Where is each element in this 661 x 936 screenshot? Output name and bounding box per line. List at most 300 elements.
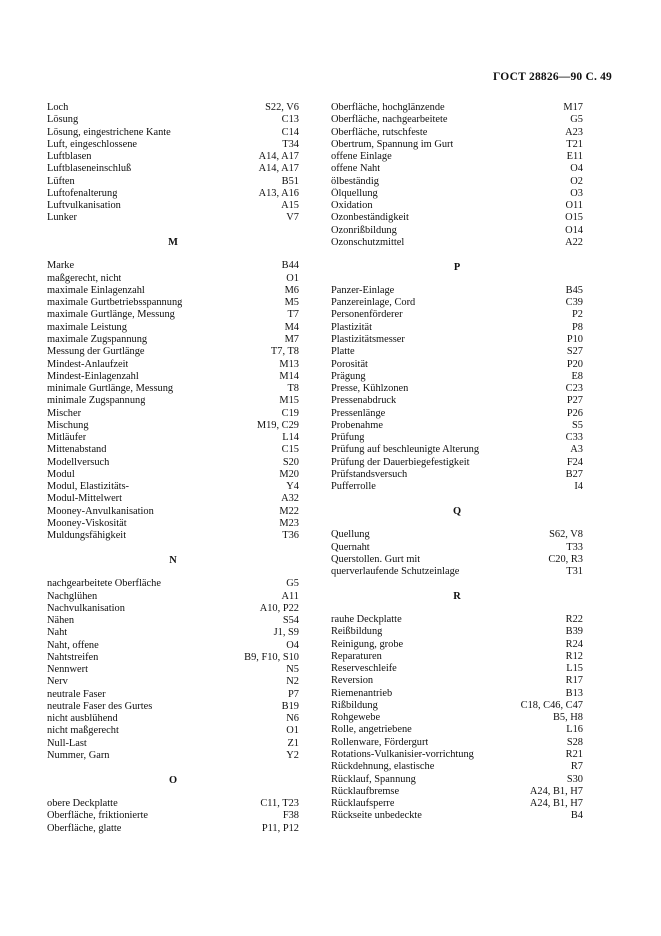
index-entry (47, 493, 299, 505)
index-entry (331, 188, 583, 200)
index-code: M5 (284, 297, 299, 309)
index-term: Oberfläche, glatte (47, 822, 122, 834)
index-term: Pufferrolle (331, 481, 376, 493)
index-code: P8 (572, 321, 583, 333)
index-term: Oberfläche, rutschfeste (331, 126, 428, 138)
index-term: Nachglühen (47, 590, 98, 602)
index-term: Luftvulkanisation (47, 200, 121, 212)
index-code: O4 (286, 639, 299, 651)
index-column-left (47, 102, 299, 835)
index-code: M20 (279, 468, 299, 480)
index-entry (47, 359, 299, 371)
index-term: Mischung (47, 419, 89, 431)
index-code: T33 (566, 541, 583, 553)
index-code: I4 (574, 481, 583, 493)
index-entry (331, 700, 583, 712)
index-code: P7 (288, 688, 299, 700)
index-entry (331, 529, 583, 541)
index-entry (331, 176, 583, 188)
index-term: Messung der Gurtlänge (47, 346, 145, 358)
index-term: Rißbildung (331, 699, 378, 711)
index-term: Lösung (47, 114, 79, 126)
index-term: Naht (47, 627, 68, 639)
index-term: Personenförderer (331, 309, 403, 321)
index-code: O15 (565, 212, 583, 224)
index-code: C14 (281, 126, 299, 138)
index-code: N5 (286, 664, 299, 676)
index-code: O3 (570, 187, 583, 199)
index-entry (47, 689, 299, 701)
index-term: Mooney-Viskosität (47, 518, 127, 529)
index-code: M15 (279, 395, 299, 407)
index-term: Modul, Elastizitäts- (47, 481, 129, 493)
index-entry (331, 554, 583, 566)
index-code: E8 (571, 370, 583, 382)
index-entry (47, 701, 299, 713)
index-code: O1 (286, 272, 299, 284)
index-code: G5 (286, 578, 299, 590)
index-entry (47, 530, 299, 542)
index-entry (331, 200, 583, 212)
index-code: M14 (279, 370, 299, 382)
index-term: Rolle, angetriebene (331, 724, 412, 736)
index-entry (331, 614, 583, 626)
index-entry (331, 724, 583, 736)
index-code: A24, B1, H7 (529, 785, 583, 797)
index-entry (331, 432, 583, 444)
index-term: Muldungsfähigkeit (47, 530, 127, 542)
index-term: Luftblasen (47, 151, 92, 163)
index-code: A13, A16 (258, 187, 299, 199)
index-code: A22 (565, 236, 583, 248)
index-entry (47, 309, 299, 321)
index-term: Oxidation (331, 200, 373, 212)
index-code: P27 (566, 395, 583, 407)
index-term: Nennwert (47, 664, 88, 676)
index-entry (47, 408, 299, 420)
index-term: Prüfung (331, 432, 365, 444)
index-code: B45 (565, 284, 583, 296)
index-term: Modul (47, 468, 75, 480)
index-code: A15 (281, 200, 299, 212)
index-entry (47, 383, 299, 395)
index-term: Oberfläche, nachgearbeitete (331, 114, 448, 126)
index-term: offene Naht (331, 163, 381, 175)
index-term: Obertrum, Spannung im Gurt (331, 138, 454, 150)
section-letter-heading: O (168, 774, 178, 786)
index-term: maßgerecht, nicht (47, 272, 122, 284)
index-entry (331, 749, 583, 761)
index-entry (47, 591, 299, 603)
index-term: Prüfung der Dauerbiegefestigkeit (331, 456, 470, 468)
index-entry (47, 395, 299, 407)
index-code: S5 (572, 419, 583, 431)
index-entry (47, 432, 299, 444)
index-term: Rücklaufsperre (331, 798, 395, 810)
index-entry (47, 823, 299, 835)
index-term: Presse, Kühlzonen (331, 383, 409, 395)
index-entry (47, 176, 299, 188)
index-term: Mooney-Anvulkanisation (47, 505, 154, 517)
index-term: Oberfläche, friktionierte (47, 810, 148, 822)
index-code: P2 (572, 309, 583, 321)
index-code: R24 (565, 638, 583, 650)
index-entry (331, 114, 583, 126)
index-entry (47, 738, 299, 750)
index-code: A24, B1, H7 (529, 798, 583, 810)
index-code: S20 (282, 456, 299, 468)
index-entry (331, 481, 583, 493)
index-term: Platte (331, 346, 355, 358)
index-code: A3 (570, 444, 583, 456)
index-term: obere Deckplatte (47, 798, 118, 810)
index-entry (331, 798, 583, 810)
index-term: Nachvulkanisation (47, 602, 125, 614)
index-entry (331, 102, 583, 114)
index-code: L15 (566, 663, 583, 675)
index-term: Reparaturen (331, 650, 382, 662)
index-term: Mitläufer (47, 432, 87, 444)
index-term: Reversion (331, 675, 374, 687)
index-entry (47, 163, 299, 175)
index-code: P10 (566, 334, 583, 346)
index-entry (331, 639, 583, 651)
index-entry (331, 542, 583, 554)
index-code: B51 (281, 175, 299, 187)
index-entry (47, 798, 299, 810)
index-code: B39 (565, 626, 583, 638)
index-code: M23 (279, 518, 299, 529)
index-entry (331, 297, 583, 309)
index-code: C18, C46, C47 (520, 699, 583, 711)
index-entry (331, 469, 583, 481)
index-code: T34 (282, 138, 299, 150)
index-code: N6 (286, 713, 299, 725)
section-letter-heading: M (168, 237, 178, 249)
index-entry (47, 725, 299, 737)
index-term: Pressenlänge (331, 407, 386, 419)
index-code: S27 (566, 346, 583, 358)
index-entry (47, 151, 299, 163)
index-code: C39 (565, 297, 583, 309)
index-code: M13 (279, 358, 299, 370)
index-code: A32 (281, 493, 299, 505)
index-entry (331, 322, 583, 334)
index-term: nicht ausblühend (47, 713, 118, 725)
index-entry (47, 603, 299, 615)
index-code: S30 (566, 773, 583, 785)
index-code: M22 (279, 505, 299, 517)
index-entry (47, 444, 299, 456)
index-term: offene Einlage (331, 151, 392, 163)
index-entry (331, 688, 583, 700)
index-code: B13 (565, 687, 583, 699)
index-term: Rotations-Vulkanisier-vorrichtung (331, 748, 474, 760)
index-term: Querstollen. Gurt mit (331, 553, 421, 565)
index-entry (331, 444, 583, 456)
index-term: Ölquellung (331, 187, 378, 199)
index-code: J1, S9 (273, 627, 299, 639)
index-entry (47, 102, 299, 114)
index-entry (331, 285, 583, 297)
index-term: Quernaht (331, 541, 370, 553)
index-entry (331, 151, 583, 163)
index-entry (47, 506, 299, 518)
index-term: neutrale Faser des Gurtes (47, 700, 153, 712)
index-entry (47, 676, 299, 688)
index-code: P20 (566, 358, 583, 370)
index-code: O11 (565, 200, 583, 212)
index-entry (47, 114, 299, 126)
index-code: T8 (287, 383, 299, 395)
index-term: Marke (47, 260, 75, 272)
index-code: R21 (565, 748, 583, 760)
index-entry (331, 786, 583, 798)
index-entry (47, 188, 299, 200)
index-code: M19, C29 (256, 419, 299, 431)
index-code: B5, H8 (552, 712, 583, 724)
index-term: Nahtstreifen (47, 651, 99, 663)
index-entry (47, 481, 299, 493)
index-entry (47, 652, 299, 664)
index-entry (331, 309, 583, 321)
index-entry (47, 810, 299, 822)
index-code: S22, V6 (265, 102, 299, 113)
index-entry (47, 297, 299, 309)
index-entry (331, 774, 583, 786)
index-term: Oberfläche, hochglänzende (331, 102, 445, 113)
index-code: Y4 (286, 481, 299, 493)
index-term: Panzereinlage, Cord (331, 297, 416, 309)
index-term: Probenahme (331, 419, 383, 431)
index-entry (331, 810, 583, 822)
index-code: O14 (565, 224, 583, 236)
index-entry (47, 640, 299, 652)
index-code: B19 (281, 700, 299, 712)
index-entry (331, 237, 583, 249)
index-term: Loch (47, 102, 69, 113)
index-term: Null-Last (47, 737, 87, 749)
index-code: C13 (281, 114, 299, 126)
index-term: Prägung (331, 370, 366, 382)
index-code: C15 (281, 444, 299, 456)
index-term: Plastizität (331, 321, 372, 333)
index-term: Rückseite unbedeckte (331, 810, 422, 822)
index-code: O4 (570, 163, 583, 175)
index-entry (331, 420, 583, 432)
index-code: B4 (570, 810, 583, 822)
index-code: O1 (286, 725, 299, 737)
index-term: minimale Zugspannung (47, 395, 146, 407)
index-term: Nähen (47, 615, 75, 627)
index-term: Mittenabstand (47, 444, 107, 456)
index-code: G5 (570, 114, 583, 126)
index-term: nachgearbeitete Oberfläche (47, 578, 161, 590)
index-code: R17 (565, 675, 583, 687)
index-entry (331, 712, 583, 724)
index-code: L16 (566, 724, 583, 736)
index-code: E11 (566, 151, 583, 163)
index-column-right (331, 102, 583, 823)
index-code: V7 (286, 212, 299, 224)
index-term: Plastizitätsmesser (331, 334, 405, 346)
index-entry (47, 615, 299, 627)
index-term: maximale Gurtbetriebsspannung (47, 297, 183, 309)
index-term: Ozonrißbildung (331, 224, 397, 236)
index-code: S28 (566, 736, 583, 748)
index-code: C20, R3 (548, 553, 583, 565)
index-code: A14, A17 (258, 151, 299, 163)
index-term: maximale Gurtlänge, Messung (47, 309, 175, 321)
index-entry (47, 627, 299, 639)
index-entry (47, 664, 299, 676)
index-code: Z1 (287, 737, 299, 749)
index-entry (331, 737, 583, 749)
index-term: neutrale Faser (47, 688, 106, 700)
index-entry (331, 761, 583, 773)
index-entry (47, 212, 299, 224)
index-code: N2 (286, 676, 299, 688)
index-term: Rohgewebe (331, 712, 381, 724)
index-code: R7 (570, 761, 583, 773)
index-term: Pressenabdruck (331, 395, 397, 407)
section-letter-heading: N (169, 555, 177, 567)
index-entry (47, 200, 299, 212)
index-term: Luftofenalterung (47, 187, 118, 199)
index-code: R22 (565, 614, 583, 626)
index-term: minimale Gurtlänge, Messung (47, 383, 174, 395)
index-code: Y2 (286, 750, 299, 762)
index-code: P11, P12 (261, 822, 299, 834)
index-code: B9, F10, S10 (244, 651, 299, 663)
index-entry (331, 408, 583, 420)
index-term: Luft, eingeschlossene (47, 138, 138, 150)
index-code: C33 (565, 432, 583, 444)
index-term: maximale Zugspannung (47, 334, 148, 346)
index-code: L14 (282, 432, 299, 444)
index-term: Prüfung auf beschleunigte Alterung (331, 444, 480, 456)
index-entry (331, 395, 583, 407)
index-code: T36 (282, 530, 299, 542)
index-term: Mindest-Anlaufzeit (47, 358, 129, 370)
index-term: Mindest-Einlagenzahl (47, 370, 139, 382)
index-code: A11 (281, 590, 299, 602)
index-code: T21 (566, 138, 583, 150)
index-entry (331, 675, 583, 687)
index-entry (47, 578, 299, 590)
index-entry (47, 457, 299, 469)
index-term: Luftblaseneinschluß (47, 163, 132, 175)
index-code: F24 (566, 456, 583, 468)
index-code: B44 (281, 260, 299, 272)
index-code: T7, T8 (270, 346, 299, 358)
section-letter-heading: P (453, 261, 461, 273)
index-code: S54 (282, 615, 299, 627)
index-entry (47, 420, 299, 432)
index-code: F38 (282, 810, 299, 822)
index-term: nicht maßgerecht (47, 725, 119, 737)
index-term: ölbeständig (331, 175, 379, 187)
index-code: M4 (284, 321, 299, 333)
index-term: querverlaufende Schutzeinlage (331, 566, 460, 578)
index-code: T7 (287, 309, 299, 321)
index-term: Nerv (47, 676, 68, 688)
index-code: B27 (565, 468, 583, 480)
index-entry (47, 371, 299, 383)
index-term: Ozonbeständigkeit (331, 212, 409, 224)
index-entry (331, 359, 583, 371)
index-term: Reserveschleife (331, 663, 397, 675)
index-term: Lüften (47, 175, 75, 187)
index-entry (331, 626, 583, 638)
index-term: Reinigung, grobe (331, 638, 404, 650)
index-term: Quellung (331, 529, 370, 541)
section-letter-heading: Q (452, 505, 462, 517)
index-term: Lösung, eingestrichene Kante (47, 126, 171, 138)
index-term: Rollenware, Fördergurt (331, 736, 429, 748)
index-code: P26 (566, 407, 583, 419)
index-entry (47, 139, 299, 151)
index-entry (47, 273, 299, 285)
index-term: Rücklaufbremse (331, 785, 400, 797)
index-entry (47, 334, 299, 346)
index-entry (331, 371, 583, 383)
page-header: ГОСТ 28826—90 С. 49 (493, 71, 612, 83)
index-term: Ozonschutzmittel (331, 236, 405, 248)
index-code: S62, V8 (549, 529, 583, 541)
index-entry (331, 566, 583, 578)
index-entry (47, 518, 299, 530)
index-entry (331, 127, 583, 139)
index-term: Mischer (47, 407, 82, 419)
index-term: Modul-Mittelwert (47, 493, 123, 505)
index-entry (47, 285, 299, 297)
index-code: M6 (284, 284, 299, 296)
index-entry (47, 469, 299, 481)
index-term: maximale Leistung (47, 321, 127, 333)
index-term: Panzer-Einlage (331, 284, 395, 296)
index-entry (331, 383, 583, 395)
index-entry (47, 260, 299, 272)
index-entry (47, 750, 299, 762)
index-code: A10, P22 (259, 602, 299, 614)
index-term: Prüfstandsversuch (331, 468, 408, 480)
index-entry (47, 127, 299, 139)
index-term: Porosität (331, 358, 368, 370)
index-entry (47, 322, 299, 334)
index-term: Reißbildung (331, 626, 383, 638)
index-code: C23 (565, 383, 583, 395)
index-term: rauhe Deckplatte (331, 614, 402, 626)
index-code: A23 (565, 126, 583, 138)
index-entry (331, 346, 583, 358)
index-entry (47, 346, 299, 358)
index-code: T31 (566, 566, 583, 578)
index-entry (331, 334, 583, 346)
index-code: C19 (281, 407, 299, 419)
index-code: C11, T23 (260, 798, 299, 810)
index-term: maximale Einlagenzahl (47, 284, 145, 296)
index-entry (331, 163, 583, 175)
index-entry (331, 457, 583, 469)
index-term: Naht, offene (47, 639, 99, 651)
index-term: Rückdehnung, elastische (331, 761, 435, 773)
index-entry (331, 651, 583, 663)
index-term: Riemenantrieb (331, 687, 393, 699)
index-term: Rücklauf, Spannung (331, 773, 416, 785)
index-code: O2 (570, 175, 583, 187)
index-term: Lunker (47, 212, 78, 224)
